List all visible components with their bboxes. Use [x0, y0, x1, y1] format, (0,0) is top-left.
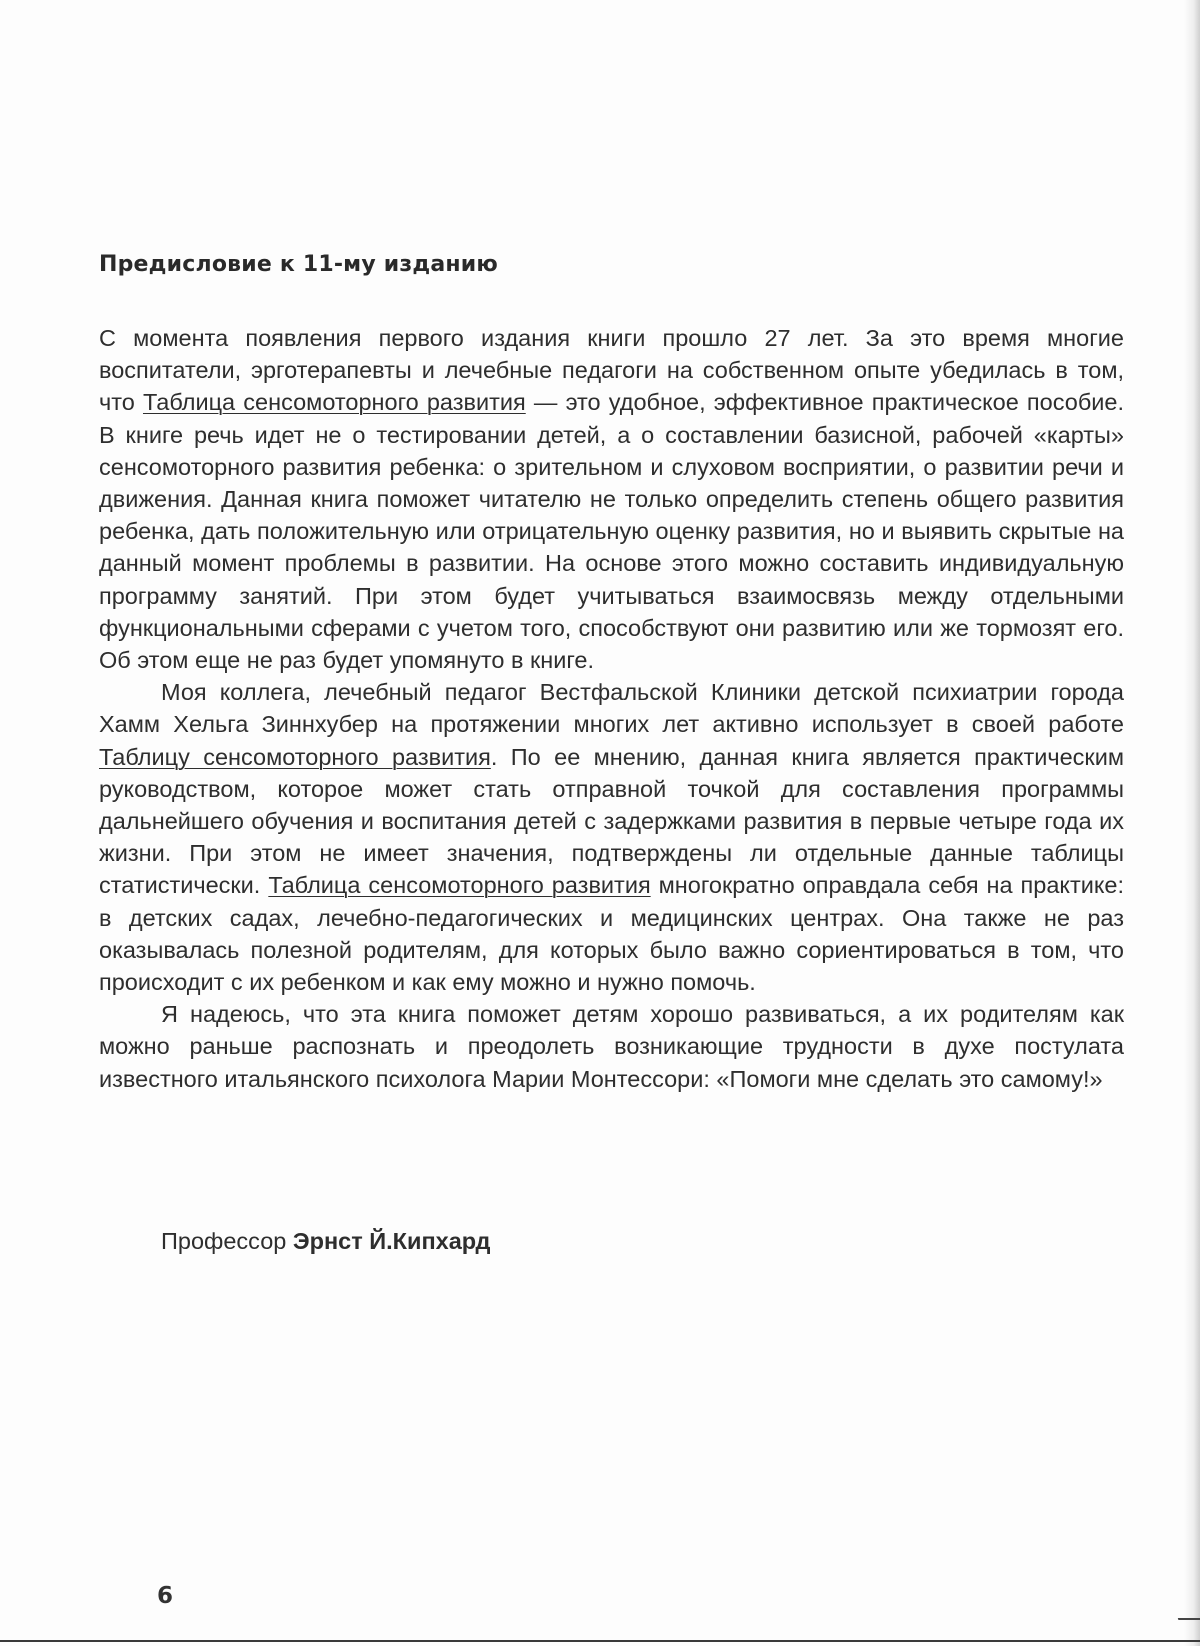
paragraph-2-text-c: многократно оправдала себя на практике: в детских садах, лечебно-педагогических и медицинских центрах. Она также не раз оказывалась полезной родителям, для которых было важно сориентироваться в том, что происходит с их ребенком и как ему можно и нужно помочь.: [99, 872, 1124, 996]
paragraph-2-text-a: Моя коллега, лечебный педагог Вестфальской Клиники детской психиатрии города Хамм Хельга Зиннхубер на протяжении многих лет активно использует в своей работе: [99, 679, 1124, 738]
preface-heading: Предисловие к 11-му изданию: [99, 252, 498, 277]
paragraph-2-table-title-2: Таблица сенсомоторного развития: [268, 872, 651, 899]
paragraph-3: Я надеюсь, что эта книга поможет детям хорошо развиваться, а их родителям как можно раньше распознать и преодолеть возникающие трудности в духе постулата известного итальянского психолога Марии Монтессори: «Помоги мне сделать это самому!»: [99, 1001, 1124, 1092]
paragraph-1-text-a: С момента появления первого издания книги прошло 27 лет. За это время многие воспитатели, эрготерапевты и лечебные педагоги на собственном опыте убедилась в том, что: [99, 325, 1124, 416]
author-name: Эрнст Й.Кипхард: [292, 1228, 491, 1254]
paragraph-2-text-b: . По ее мнению, данная книга является практическим руководством, которое может стать отправной точкой для составления программы дальнейшего обучения и воспитания детей с задержками развития в первые четыре года их жизни. При этом не имеет значения, подтверждены ли отдельные данные таблицы статистически.: [99, 743, 1124, 899]
paragraph-1-table-title: Таблица сенсомоторного развития: [142, 389, 526, 416]
page-number: 6: [157, 1583, 174, 1609]
scan-shadow-right: [1184, 0, 1200, 1646]
author-title: Профессор: [161, 1228, 287, 1254]
author-signature: [161, 1228, 490, 1255]
scan-corner-fold: [1158, 1618, 1200, 1646]
scan-edge-line: [0, 1640, 1200, 1642]
paragraph-1: [99, 322, 1124, 676]
paragraph-1-text-b: — это удобное, эффективное практическое пособие. В книге речь идет не о тестировании детей, а о составлении базисной, рабочей «карты» сенсомоторного развития ребенка: о зрительном и слуховом восприятии, о развитии речи и движения. Данная книга поможет читателю не только определить степень общего развития ребенка, дать положительную или отрицательную оценку развития, но и выявить скрытые на данный момент проблемы в развитии. На основе этого можно составить индивидуальную программу занятий. При этом будет учитываться взаимосвязь между отдельными функциональными сферами с учетом того, способствуют они развитию или же тормозят его. Об этом еще не раз будет упомянуто в книге.: [99, 389, 1124, 674]
paragraph-2: [99, 676, 1124, 998]
paragraph-2-table-title-1: Таблицу сенсомоторного развития: [99, 743, 491, 770]
preface-body: [99, 322, 1124, 1095]
